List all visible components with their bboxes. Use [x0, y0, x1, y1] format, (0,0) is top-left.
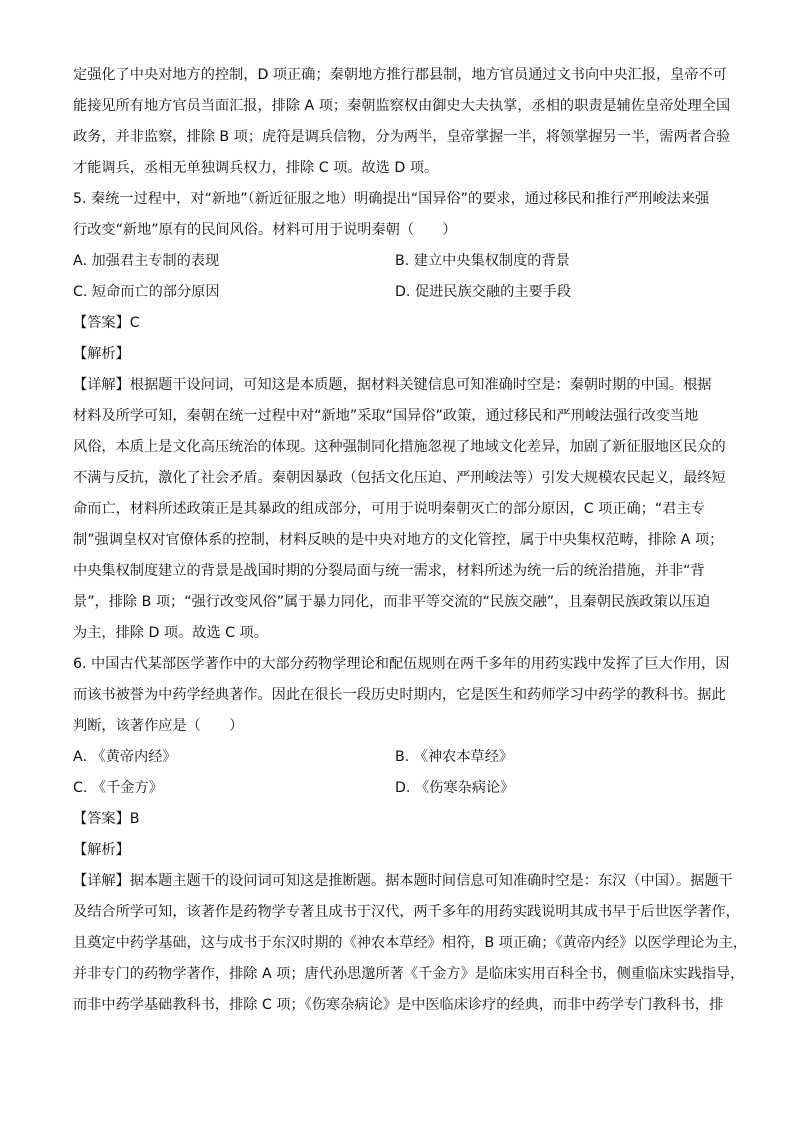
question-options: [73, 246, 723, 308]
explanation-line: 命而亡，材料所述政策正是其暴政的组成部分，可用于说明秦朝灭亡的部分原因，C 项正确；“君主专: [73, 501, 705, 517]
explanation-line: 【详解】据本题主题干的设问词可知这是推断题。据本题时间信息可知准确时空是：东汉（中国）。据题干: [73, 873, 733, 889]
explanation-line: 风俗，本质上是文化高压统治的体现。这种强制同化措施忽视了地域文化差异，加剧了新征服地区民众的: [73, 439, 726, 455]
explanation-line: 景”，排除 B 项；“强行改变风俗”属于暴力同化，而非平等交流的“民族交融”，且秦朝民族政策以压迫: [73, 594, 711, 610]
previous-explanation-continuation: [73, 60, 731, 184]
question-stem-line: 6. 中国古代某部医学著作中的大部分药物学理论和配伍规则在两千多年的用药实践中发挥了巨大作用，因: [73, 656, 730, 672]
analysis-label: 【解析】: [73, 842, 130, 858]
text-line: 能接见所有地方官员当面汇报，排除 A 项；秦朝监察权由御史大夫执掌，丞相的职责是辅佐皇帝处理全国: [73, 98, 731, 114]
option-c: C. 短命而亡的部分原因: [73, 284, 220, 300]
question-options: [73, 742, 723, 804]
text-line: 才能调兵，丞相无单独调兵权力，排除 C 项。故选 D 项。: [73, 160, 439, 176]
question-stem-line: 而该书被誉为中药学经典著作。因此在很长一段历史时期内，它是医生和药师学习中药学的教科书。据此: [73, 687, 726, 703]
option-d: D. 促进民族交融的主要手段: [395, 284, 572, 300]
explanation-line: 【详解】根据题干设问词，可知这是本质题，据材料关键信息可知准确时空是：秦朝时期的中国。根据: [73, 377, 712, 393]
question-stem-line: 行改变“新地”原有的民间风俗。材料可用于说明秦朝（ ）: [73, 222, 457, 238]
question-6: [73, 649, 747, 1021]
text-line: 定强化了中央对地方的控制，D 项正确；秦朝地方推行郡县制，地方官员通过文书向中央汇报，皇帝不可: [73, 67, 727, 83]
explanation-line: 不满与反抗，激化了社会矛盾。秦朝因暴政（包括文化压迫、严刑峻法等）引发大规模农民起义，最终短: [73, 470, 726, 486]
explanation-line: 及结合所学可知，该著作是药物学专著且成书于汉代，两千多年的用药实践说明其成书早于后世医学著作，: [73, 904, 740, 920]
explanation-line: 并非专门的药物学著作，排除 A 项；唐代孙思邈所著《千金方》是临床实用百科全书，侧重临床实践指导，: [73, 966, 745, 982]
option-d: D. 《伤寒杂病论》: [395, 780, 515, 796]
explanation-line: 为主，排除 D 项。故选 C 项。: [73, 625, 268, 641]
explanation-line: 且奠定中药学基础，这与成书于东汉时期的《神农本草经》相符，B 项正确；《黄帝内经》以医学理论为主，: [73, 935, 747, 951]
option-b: B. 建立中央集权制度的背景: [395, 253, 570, 269]
option-a: A. 《黄帝内经》: [73, 749, 177, 765]
answer-label: 【答案】B: [73, 811, 140, 827]
option-b: B. 《神农本草经》: [395, 749, 514, 765]
explanation-line: 而非中药学基础教科书，排除 C 项；《伤寒杂病论》是中医临床诊疗的经典，而非中药学专门教科书，排: [73, 997, 724, 1013]
question-5: [73, 184, 726, 649]
option-c: C. 《千金方》: [73, 780, 163, 796]
answer-label: 【答案】C: [73, 315, 140, 331]
explanation-line: 制”强调皇权对官僚体系的控制，材料反映的是中央对地方的文化管控，属于中央集权范畴，排除 A 项；: [73, 532, 724, 548]
explanation-line: 中央集权制度建立的背景是战国时期的分裂局面与统一需求，材料所述为统一后的统治措施，并非“背: [73, 563, 705, 579]
question-stem-line: 判断，该著作应是（ ）: [73, 718, 244, 734]
option-a: A. 加强君主专制的表现: [73, 253, 220, 269]
page-content: [73, 60, 747, 1021]
text-line: 政务，并非监察，排除 B 项；虎符是调兵信物，分为两半，皇帝掌握一半，将领掌握另一半，需两者合验: [73, 129, 731, 145]
explanation-line: 材料及所学可知，秦朝在统一过程中对“新地”采取“国异俗”政策，通过移民和严刑峻法强行改变当地: [73, 408, 699, 424]
question-stem-line: 5. 秦统一过程中，对“新地”（新近征服之地）明确提出“国异俗”的要求，通过移民和推行严刑峻法来强: [73, 191, 710, 207]
analysis-label: 【解析】: [73, 346, 130, 362]
